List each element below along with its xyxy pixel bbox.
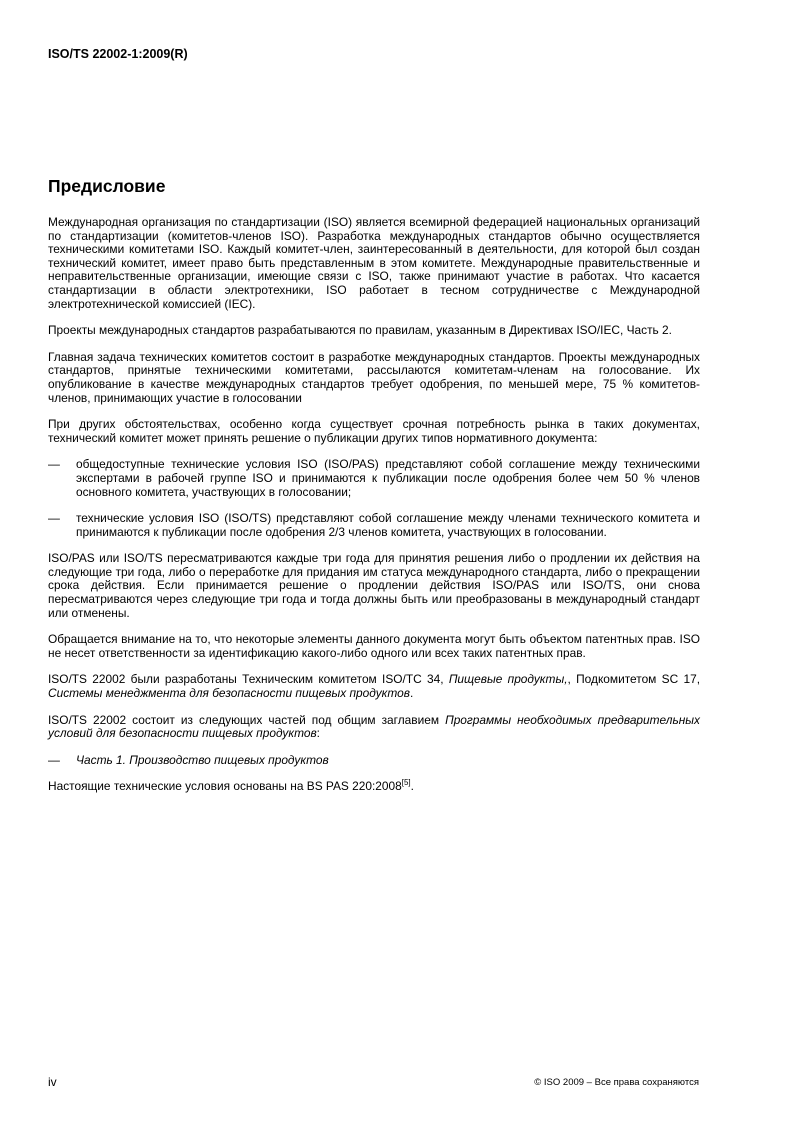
copyright-notice: © ISO 2009 – Все права сохраняются	[534, 1077, 699, 1088]
paragraph-main-task: Главная задача технических комитетов состоит в разработке международных стандартов. Проекты международных стандартов, принятые техническими комитетами, рассылаются комитетам-членам на голосование. Их опубликование в качестве международных стандартов требует одобрения, по меньшей мере, 75 % комитетов-членов, принимающих участие в голосовании	[48, 349, 700, 405]
list-dash: —	[48, 511, 60, 526]
list-item-part-1	[48, 754, 700, 768]
paragraph-other-circumstances: При других обстоятельствах, особенно когда существует срочная потребность рынка в таких документах, технический комитет может принять решение о публикации других типов нормативного документа:	[48, 417, 700, 445]
foreword-section	[48, 176, 700, 794]
list-item-text: технические условия ISO (ISO/TS) представляют собой соглашение между членами технического комитета и принимаются к публикации после одобрения 2/3 членов комитета, участвующих в голосовании.	[76, 511, 700, 539]
committee-text: ISO/TS 22002 были разработаны Техническим комитетом ISO/TC 34,	[48, 672, 449, 687]
list-dash: —	[48, 457, 60, 472]
paragraph-iso-intro: Международная организация по стандартизации (ISO) является всемирной федерацией национальных организаций по стандартизации (комитетов-членов ISO). Разработка международных стандартов обычно осуществляется техническими комитетами ISO. Каждый комитет-член, заинтересованный в деятельности, для которой был создан технический комитет, имеет право быть представленным в этом комитете. Международные правительственные и неправительственные организации, имеющие связи с ISO, также принимают участие в работах. Что касается стандартизации в области электротехники, ISO работает в тесном сотрудничестве с Международной электротехнической комиссией (IEC).	[48, 215, 700, 311]
part-1-title: Часть 1. Производство пищевых продуктов	[76, 752, 329, 767]
list-item-iso-ts	[48, 512, 700, 539]
subcommittee-name: Системы менеджмента для безопасности пищевых продуктов	[48, 686, 410, 701]
parts-end: :	[316, 726, 320, 741]
committee-end: .	[410, 686, 414, 701]
basis-text: Настоящие технические условия основаны на BS PAS 220:2008	[48, 779, 402, 794]
list-dash: —	[48, 752, 60, 767]
parts-text: ISO/TS 22002 состоит из следующих частей под общим заглавием	[48, 712, 446, 727]
committee-text-2: , Подкомитетом SC 17,	[567, 672, 701, 687]
list-item-text: общедоступные технические условия ISO (ISO/PAS) представляют собой соглашение между техническими экспертами в рабочей группе ISO и принимаются к публикации после одобрения более чем 50 % членов основного комитета, участвующих в голосовании;	[76, 457, 700, 499]
paragraph-patents: Обращается внимание на то, что некоторые элементы данного документа могут быть объектом патентных прав. ISO не несет ответственности за идентификацию какого-либо одного или всех таких патентных прав.	[48, 632, 700, 660]
document-id: ISO/TS 22002-1:2009(R)	[48, 47, 188, 61]
reference-link[interactable]: [5]	[401, 778, 411, 788]
paragraph-committee	[48, 673, 700, 700]
committee-name: Пищевые продукты,	[448, 672, 568, 687]
paragraph-directives: Проекты международных стандартов разрабатываются по правилам, указанным в Директивах ISO/IEC, Часть 2.	[48, 323, 672, 338]
general-title: Программы необходимых предварительных условий для безопасности пищевых продуктов	[48, 712, 700, 741]
basis-end: .	[410, 779, 414, 794]
page-number: iv	[48, 1075, 57, 1089]
paragraph-review: ISO/PAS или ISO/TS пересматриваются каждые три года для принятия решения либо о продлении их действия на следующие три года, либо о переработке для придания им статуса международного стандарта, либо о прекращении срока действия. Если принимается решение о продлении действия ISO/PAS или ISO/TS, они снова пересматриваются через следующие три года и тогда должны быть или преобразованы в международный стандарт или отменены.	[48, 551, 700, 620]
section-title: Предисловие	[48, 176, 166, 196]
paragraph-parts	[48, 714, 700, 741]
list-item-iso-pas	[48, 458, 700, 499]
paragraph-basis	[48, 780, 700, 794]
